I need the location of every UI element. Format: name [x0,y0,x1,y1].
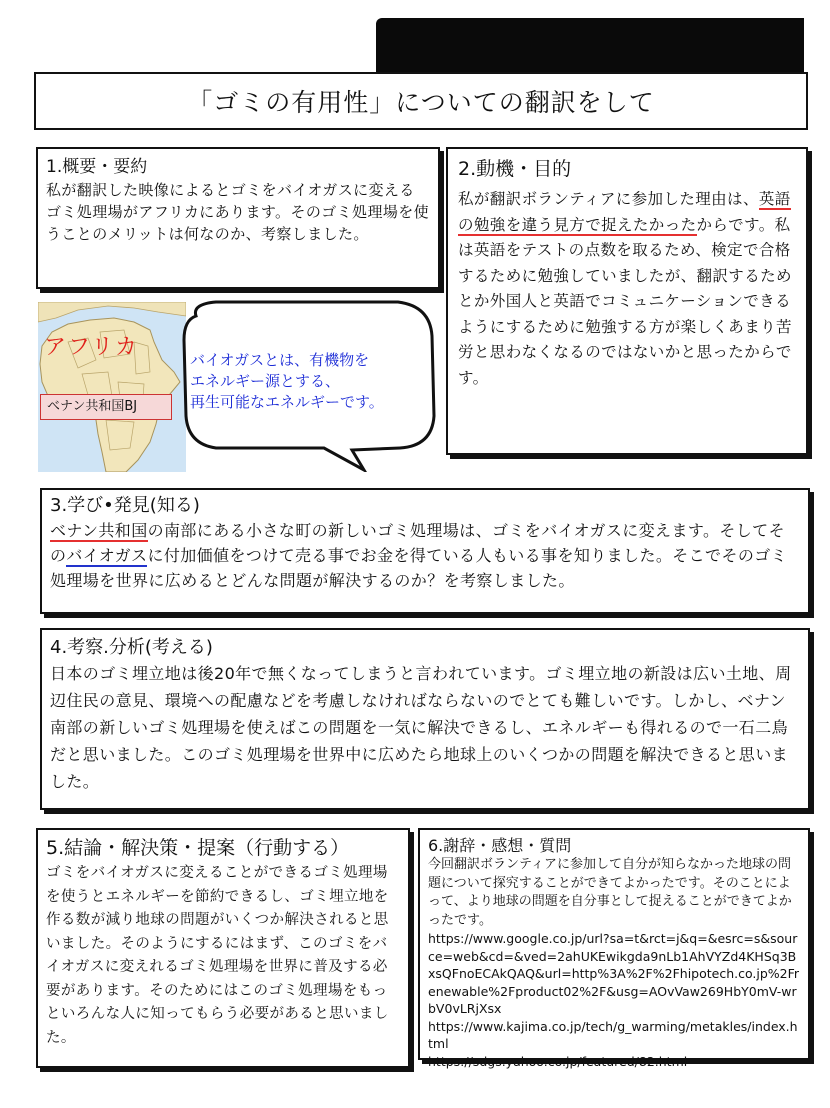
africa-map [38,302,186,472]
section-summary-heading: 1.概要・要約 [46,157,148,177]
learning-highlight-benin: ベナン共和国 [50,521,148,540]
section-conclusion [36,828,410,1068]
bubble-text [190,350,430,413]
section-summary [36,147,440,289]
section-analysis-body: 日本のゴミ埋立地は後20年で無くなってしまうと言われています。ゴミ埋立地の新設は広い土地、周辺住民の意見、環境への配慮などを考慮しなければならないのでとても難しいです。しかし、ベナン南部の新しいゴミ処理場を使えばこの問題を一気に解決できるし、エネルギーも得れるので一石二鳥だと思いました。このゴミ処理場を世界中に広めたら地球上のいくつかの問題を解決できると思いました。 [50,664,792,791]
section-acknowledgement-heading: 6.謝辞・感想・質問 [428,836,572,855]
africa-label: アフリカ [44,335,139,360]
motivation-text-post: からです。私は英語をテストの点数を取るため、検定で合格するために勉強していましたが、翻訳するためとか外国人と英語でコミュニケーションできるようにするために勉強する方が楽しくあまり苦労と思わなくなるのではないかと思ったからです。 [458,215,792,387]
section-analysis-heading: 4.考察.分析(考える) [50,637,213,658]
section-summary-body: 私が翻訳した映像によるとゴミをバイオガスに変えるゴミ処理場がアフリカにあります。そのゴミ処理場を使うことのメリットは何なのか、考察しました。 [46,181,430,243]
title-box [34,72,808,130]
section-motivation-heading: 2.動機・目的 [458,158,572,180]
reference-links [428,930,800,1070]
benin-label: ベナン共和国BJ [40,394,172,420]
learning-highlight-biogas: バイオガス [66,546,148,565]
bubble-line-3: 再生可能なエネルギーです。 [190,393,384,411]
learning-text-post: に付加価値をつけて売る事でお金を得ている人もいる事を知りました。そこでそのゴミ処理場を世界に広めるとどんな問題が解決するのか？を考察しました。 [50,546,788,590]
section-acknowledgement [418,828,810,1069]
section-conclusion-body: ゴミをバイオガスに変えることができるゴミ処理場を使うとエネルギーを節約できるし、ゴミ埋立地を作る数が減り地球の問題がいくつか解決されると思いました。そのようにするにはまず、このゴミをバイオガスに変えれるゴミ処理場を世界に普及する必要があります。そのためにはこのゴミ処理場をもっといろんな人に知ってもらう必要があると思いました。 [46,865,389,1046]
section-motivation [446,147,808,455]
section-learning-heading: 3.学び•発見(知る) [50,495,200,516]
reference-link-2[interactable]: https://www.kajima.co.jp/tech/g_warming/metakles/index.html [428,1018,798,1051]
motivation-text-pre: 私が翻訳ボランティアに参加した理由は、 [458,190,759,208]
africa-map-graphic [38,302,186,472]
section-motivation-body [458,187,796,391]
section-analysis [40,628,810,810]
learning-text-mid: の南部にある小さな町の新しいゴミ処理場は、ゴミをバイオガスに変えます。そしてその [50,521,785,565]
section-learning-body [50,518,800,593]
reference-link-1[interactable]: https://www.google.co.jp/url?sa=t&rct=j&q=&esrc=s&source=web&cd=&ved=2ahUKEwikgda9nLb1AhVYZd4KHSq3BxsQFnoECAkQAQ&url=http%3A%2F%2Fhipotech.co.jp%2Frenewable%2Fproduct02%2F&usg=AOvVaw269HbY0mV-wrbV0vLRjXsx [428,931,800,1016]
section-acknowledgement-body: 今回翻訳ボランティアに参加して自分が知らなかった地球の問題について探究することができてよかったです。そのことによって、より地球の問題を自分事として捉えることができてよかったです。 [428,857,792,928]
section-learning [40,488,810,614]
bubble-line-2: エネルギー源とする、 [190,372,341,390]
header-tab-bar [376,18,804,74]
bubble-line-1: バイオガスとは、有機物を [190,351,370,369]
motivation-highlight: 英語の勉強を違う見方で捉えたかった [458,190,791,234]
page-title: 「ゴミの有用性」についての翻訳をして [187,88,655,117]
section-conclusion-heading: 5.結論・解決策・提案（行動する） [46,837,350,859]
reference-link-3[interactable]: https://sdgs.yahoo.co.jp/featured/82.html [428,1053,688,1069]
